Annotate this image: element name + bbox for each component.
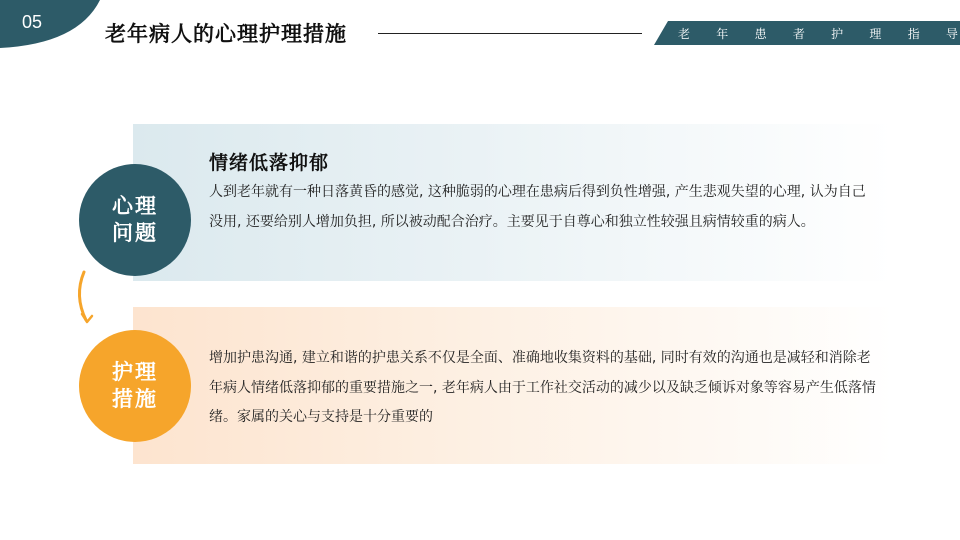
problem-badge xyxy=(79,164,191,276)
measure-badge xyxy=(79,330,191,442)
measure-badge-line1: 护理 xyxy=(112,360,158,384)
problem-heading: 情绪低落抑郁 xyxy=(209,152,330,174)
problem-text: 人到老年就有一种日落黄昏的感觉, 这种脆弱的心理在患病后得到负性增强, 产生悲观失望的心理, 认为自己没用, 还要给别人增加负担, 所以被动配合治疗。主要见于自尊心和独立性较强且病情较重的病人。 xyxy=(209,184,866,230)
section-number-tab xyxy=(0,0,100,48)
banner-char: 者 xyxy=(792,27,805,41)
banner-text xyxy=(678,25,958,42)
problem-badge-line2: 问题 xyxy=(112,221,158,245)
banner-char: 护 xyxy=(831,27,844,41)
banner-char: 导 xyxy=(945,27,958,41)
banner-char: 指 xyxy=(907,27,920,41)
problem-badge-line1: 心理 xyxy=(112,194,158,218)
banner-char: 理 xyxy=(869,27,882,41)
banner-char: 年 xyxy=(716,27,729,41)
header-banner xyxy=(654,21,960,45)
measure-badge-line2: 措施 xyxy=(112,387,158,411)
section-tab-shape xyxy=(0,0,100,48)
page-title: 老年病人的心理护理措施 xyxy=(105,22,347,46)
title-divider xyxy=(378,33,642,34)
banner-char: 患 xyxy=(754,27,767,41)
measure-text: 增加护患沟通, 建立和谐的护患关系不仅是全面、准确地收集资料的基础, 同时有效的沟通也是减轻和消除老年病人情绪低落抑郁的重要措施之一, 老年病人由于工作社交活动的减少以及缺乏倾诉对象等容易产生低落情绪。家属的关心与支持是十分重要的 xyxy=(209,350,876,425)
banner-char: 老 xyxy=(678,27,691,41)
curved-arrow-icon xyxy=(72,270,102,326)
section-number: 05 xyxy=(22,12,43,32)
